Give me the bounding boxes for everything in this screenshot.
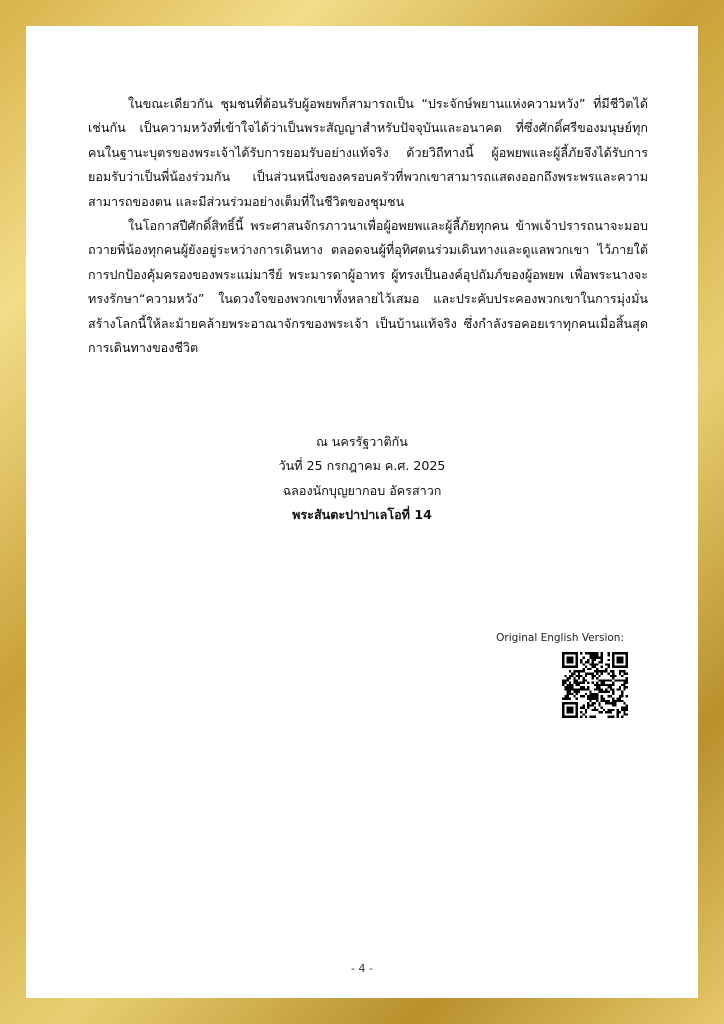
letter-body [88, 92, 648, 360]
paragraph-witness-of-hope: ในขณะเดียวกัน ชุมชนที่ต้อนรับผู้อพยพก็สามารถเป็น “ประจักษ์พยานแห่งความหวัง” ที่มีชีวิตได้เช่นกัน เป็นความหวังที่เข้าใจได้ว่าเป็นพระสัญญาสำหรับปัจจุบันและอนาคต ที่ซึ่งศักดิ์ศรีของมนุษย์ทุกคนในฐานะบุตรของพระเจ้าได้รับการยอมรับอย่างแท้จริง ด้วยวิถีทางนี้ ผู้อพยพและผู้ลี้ภัยจึงได้รับการยอมรับว่าเป็นพี่น้องร่วมกัน เป็นส่วนหนึ่งของครอบครัวที่พวกเขาสามารถแสดงออกถึงพระพรและความสามารถของตน และมีส่วนร่วมอย่างเต็มที่ในชีวิตของชุมชน [88, 96, 648, 209]
qr-code-icon[interactable] [562, 652, 628, 718]
document-page [26, 26, 698, 998]
signature-date: วันที่ 25 กรกฎาคม ค.ศ. 2025 [278, 458, 446, 474]
signature-author: พระสันตะปาปาเลโอที่ 14 [292, 507, 432, 523]
qr-label: Original English Version: [496, 632, 624, 644]
page-number: - 4 - [351, 962, 373, 975]
signature-feast: ฉลองนักบุญยากอบ อัครสาวก [282, 482, 442, 498]
paragraph-jubilee-prayer: ในโอกาสปีศักดิ์สิทธิ์นี้ พระศาสนจักรภาวนาเพื่อผู้อพยพและผู้ลี้ภัยทุกคน ข้าพเจ้าปรารถนาจะมอบถวายพี่น้องทุกคนผู้ยังอยู่ระหว่างการเดินทาง ตลอดจนผู้ที่อุทิศตนร่วมเดินทางและดูแลพวกเขา ไว้ภายใต้การปกป้องคุ้มครองของพระแม่มารีย์ พระมารดาผู้อาทร ผู้ทรงเป็นองค์อุปถัมภ์ของผู้อพยพ เพื่อพระนางจะทรงรักษา“ความหวัง” ในดวงใจของพวกเขาทั้งหลายไว้เสมอ และประคับประคองพวกเขาในการมุ่งมั่นสร้างโลกนี้ให้ละม้ายคล้ายพระอาณาจักรของพระเจ้า เป็นบ้านแท้จริง ซึ่งกำลังรอคอยเราทุกคนเมื่อสิ้นสุดการเดินทางของชีวิต [88, 218, 648, 356]
signature-place: ณ นครรัฐวาติกัน [316, 434, 408, 449]
signature-block [26, 430, 698, 528]
